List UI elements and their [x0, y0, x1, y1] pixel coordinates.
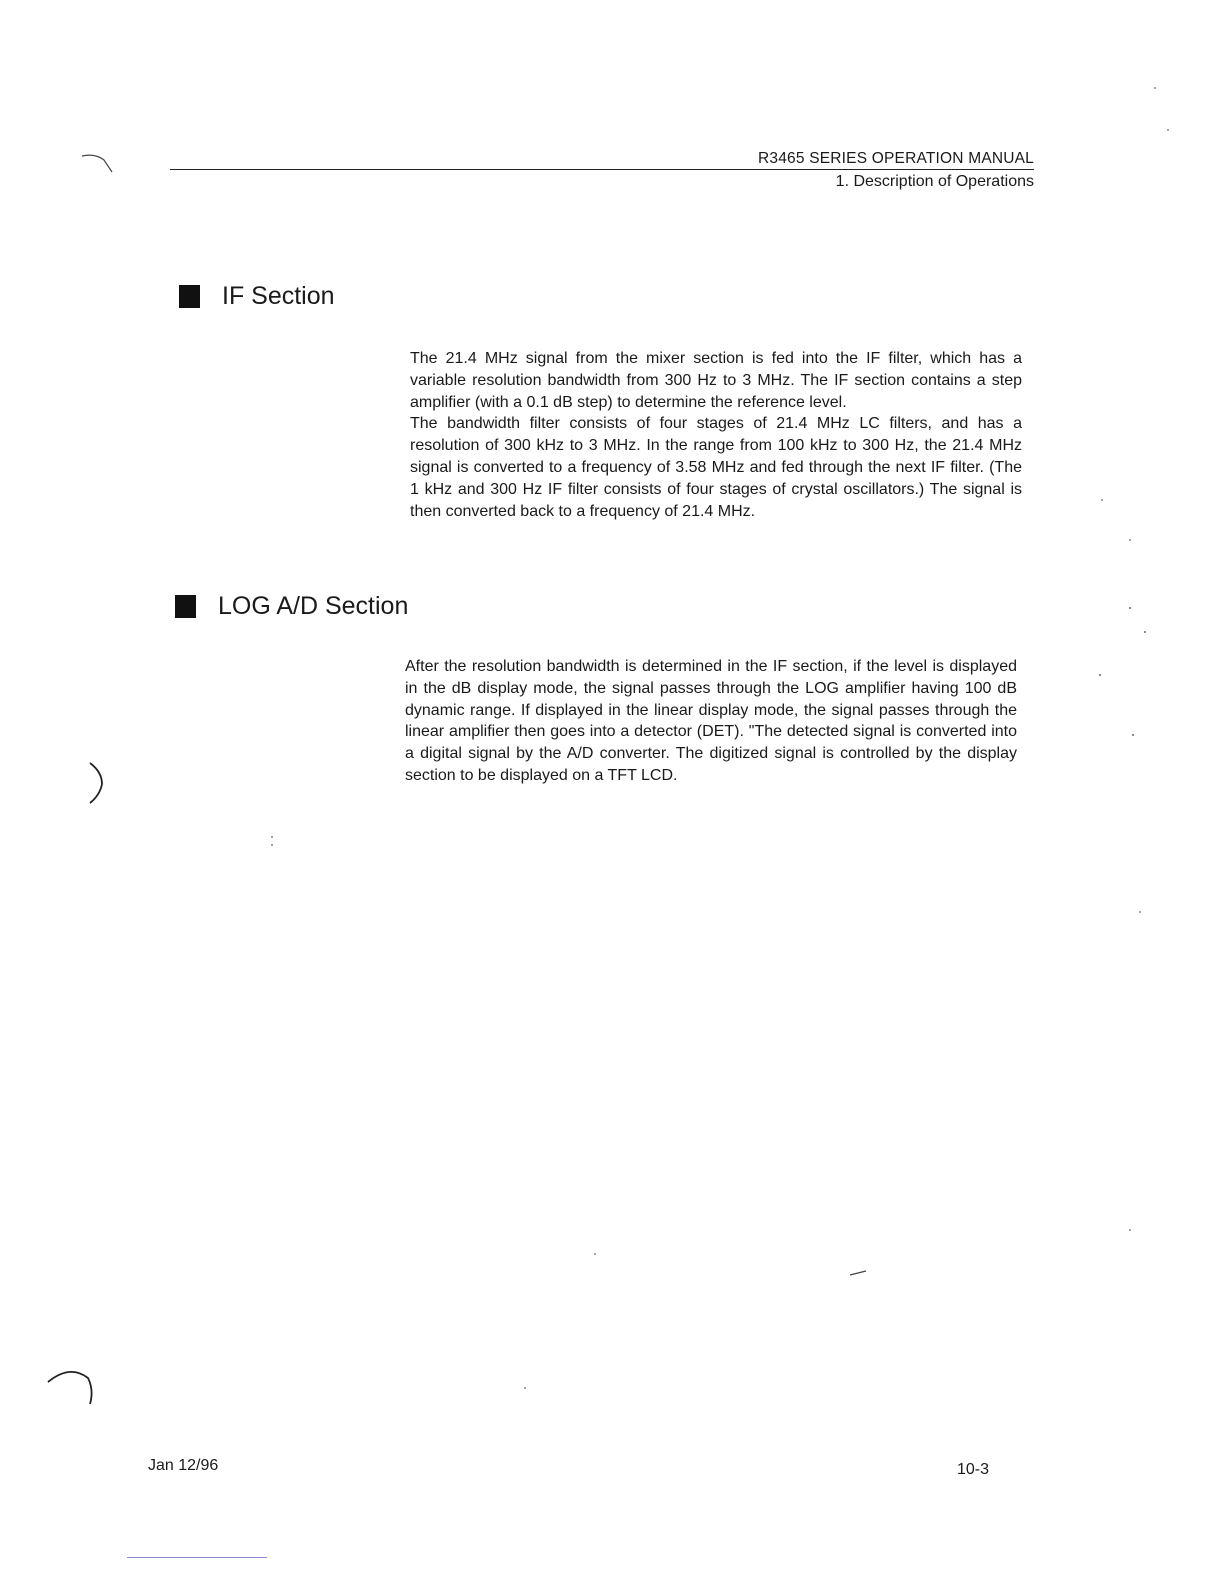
square-bullet-icon: [179, 285, 200, 308]
paragraph: The bandwidth filter consists of four stages of 21.4 MHz LC filters, and has a resolution of 300 kHz to 3 MHz. In the range from 100 kHz to 300 Hz, the 21.4 MHz signal is converted to a frequency of 3.58 MHz and fed through the next IF filter. (The 1 kHz and 300 Hz IF filter consists of four stages of crystal oscillators.) The signal is then converted back to a frequency of 21.4 MHz.: [410, 415, 1022, 520]
section-heading-log-ad: [175, 592, 408, 621]
scan-edge-line: [127, 1557, 267, 1558]
section-body-if: [410, 348, 1022, 522]
paragraph: After the resolution bandwidth is determined in the IF section, if the level is displayed in the dB display mode, the signal passes through the LOG amplifier having 100 dB dynamic range. If displayed in the linear display mode, the signal passes through the linear amplifier then goes into a detector (DET). "The detected signal is converted into a digital signal by the A/D converter. The digitized signal is controlled by the display section to be displayed on a TFT LCD.: [405, 658, 1017, 784]
section-heading-text: IF Section: [222, 282, 335, 310]
square-bullet-icon: [175, 595, 196, 618]
section-heading-text: LOG A/D Section: [218, 592, 409, 620]
section-body-log-ad: [405, 656, 1017, 787]
page-number: 10-3: [957, 1461, 990, 1478]
manual-title: R3465 SERIES OPERATION MANUAL: [758, 150, 1034, 167]
footer-date: Jan 12/96: [148, 1457, 219, 1474]
header-rule: [170, 169, 1034, 170]
paragraph: The 21.4 MHz signal from the mixer section is fed into the IF filter, which has a variable resolution bandwidth from 300 Hz to 3 MHz. The IF section contains a step amplifier (with a 0.1 dB step) to determine the reference level.: [410, 350, 1022, 411]
chapter-title: 1. Description of Operations: [835, 173, 1034, 190]
section-heading-if: [179, 282, 335, 311]
